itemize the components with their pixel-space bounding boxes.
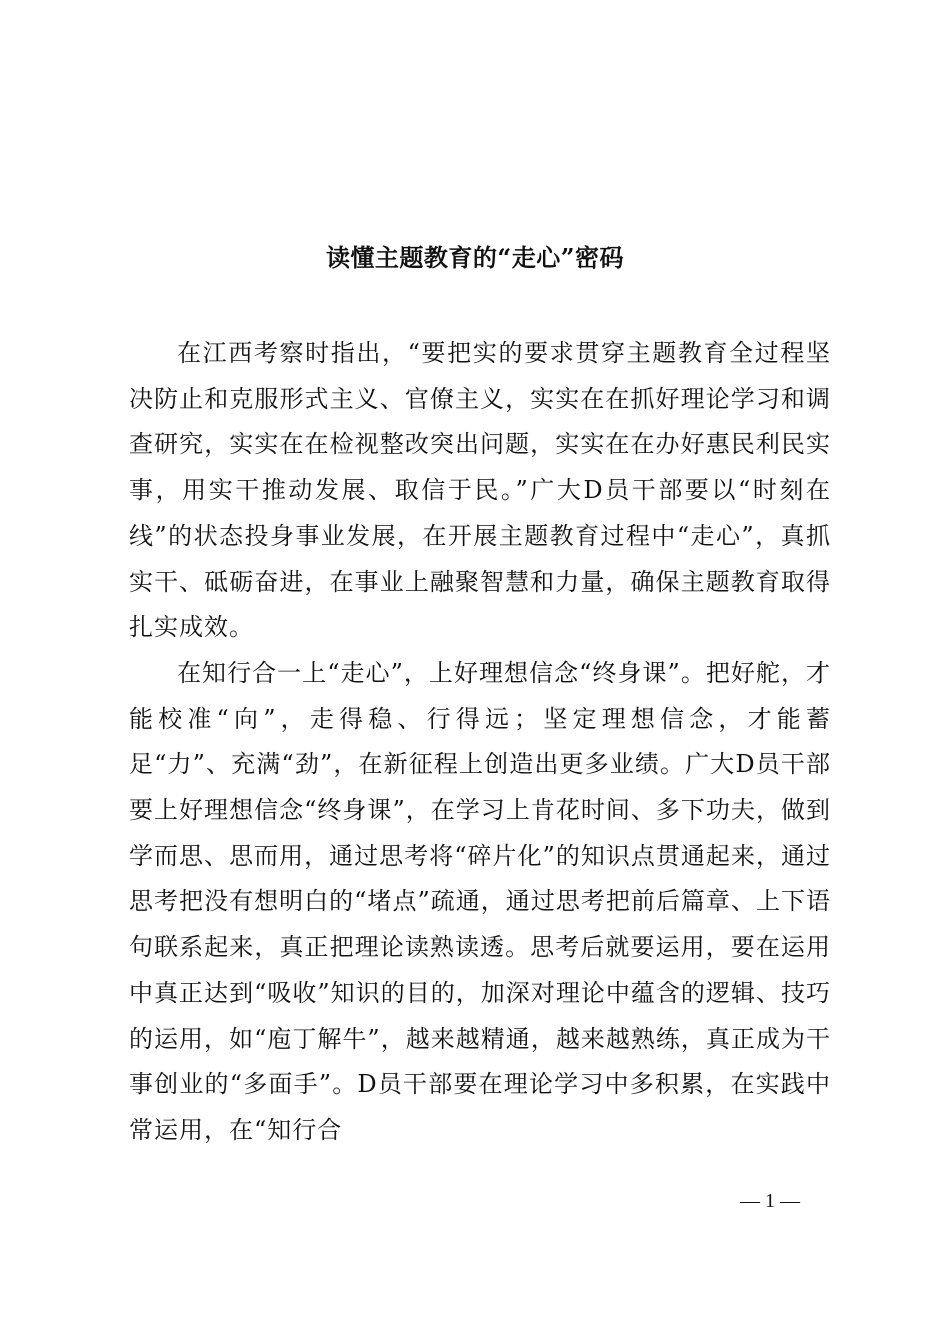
paragraph-1: 在江西考察时指出，“要把实的要求贯穿主题教育全过程坚决防止和克服形式主义、官僚主义，实实在在抓好理论学习和调查研究，实实在在检视整改突出问题，实实在在办好惠民利民实事，用实干推动发展、取信于民。”广大D员干部要以“时刻在线”的状态投身事业发展，在开展主题教育过程中“走心”，真抓实干、砥砺奋进，在事业上融聚智慧和力量，确保主题教育取得扎实成效。 — [129, 339, 831, 642]
document-title: 读懂主题教育的“走心”密码 — [325, 243, 625, 272]
document-body — [129, 331, 831, 1154]
page-number: — 1 — — [740, 1190, 800, 1212]
paragraph-2: 在知行合一上“走心”，上好理想信念“终身课”。把好舵，才能校准“向”，走得稳、行得远；坚定理想信念，才能蓄足“力”、充满“劲”，在新征程上创造出更多业绩。广大D员干部要上好理想信念“终身课”，在学习上肯花时间、多下功夫，做到学而思、思而用，通过思考将“碎片化”的知识点贯通起来，通过思考把没有想明白的“堵点”疏通，通过思考把前后篇章、上下语句联系起来，真正把理论读熟读透。思考后就要运用，要在运用中真正达到“吸收”知识的目的，加深对理论中蕴含的逻辑、技巧的运用，如“庖丁解牛”，越来越精通，越来越熟练，真正成为干事创业的“多面手”。D员干部要在理论学习中多积累，在实践中常运用，在“知行合 — [129, 658, 831, 1144]
